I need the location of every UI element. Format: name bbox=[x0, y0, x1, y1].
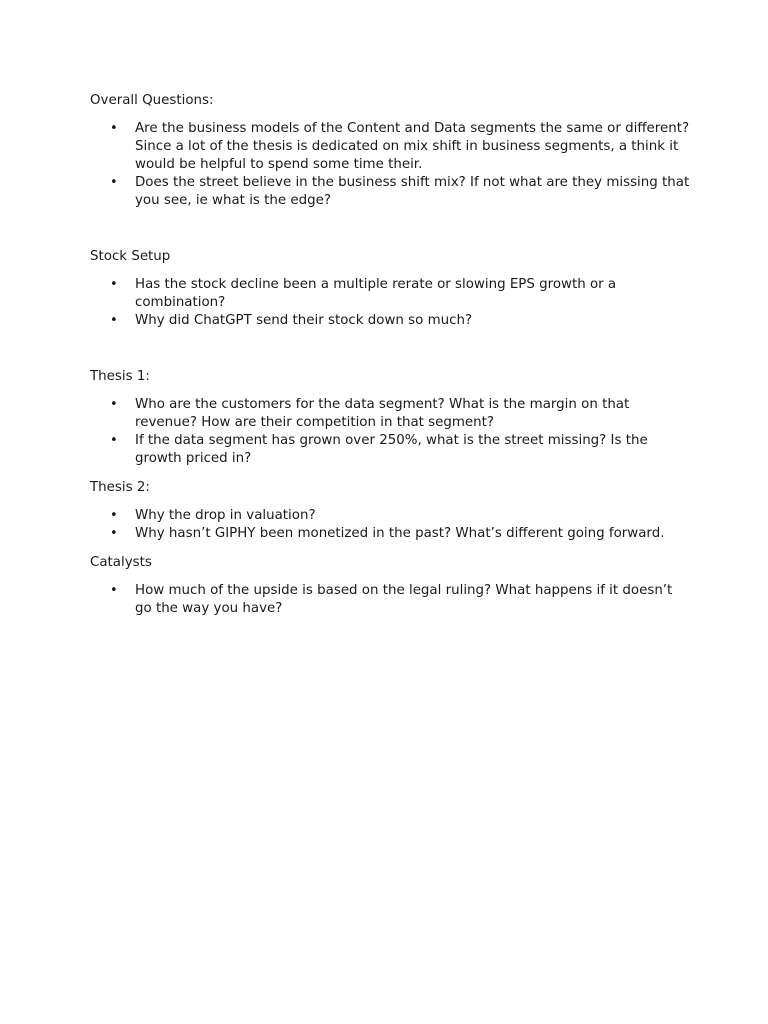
list-item-text: Why hasn’t GIPHY been monetized in the past? What’s different going forward. bbox=[135, 526, 665, 541]
bullet-icon: • bbox=[110, 526, 118, 541]
list-item bbox=[90, 120, 690, 174]
list-item-text: If the data segment has grown over 250%, what is the street missing? Is the growth priced in? bbox=[135, 433, 648, 466]
bullet-icon: • bbox=[110, 583, 118, 598]
thesis-2-list bbox=[90, 507, 690, 543]
bullet-icon: • bbox=[110, 175, 118, 190]
spacer bbox=[90, 210, 690, 248]
section-title-thesis-1: Thesis 1: bbox=[90, 369, 150, 384]
section-title-thesis-2: Thesis 2: bbox=[90, 480, 150, 495]
section-title-stock-setup: Stock Setup bbox=[90, 249, 171, 264]
bullet-icon: • bbox=[110, 121, 118, 136]
list-item bbox=[90, 582, 690, 618]
section-title-catalysts: Catalysts bbox=[90, 555, 152, 570]
list-item-text: Why did ChatGPT send their stock down so much? bbox=[135, 313, 473, 328]
bullet-icon: • bbox=[110, 433, 118, 448]
list-item-text: Has the stock decline been a multiple rerate or slowing EPS growth or a combination? bbox=[135, 277, 617, 310]
section-title-overall-questions: Overall Questions: bbox=[90, 93, 214, 108]
list-item bbox=[90, 507, 690, 525]
stock-setup-list bbox=[90, 276, 690, 330]
bullet-icon: • bbox=[110, 508, 118, 523]
bullet-icon: • bbox=[110, 313, 118, 328]
spacer bbox=[90, 330, 690, 368]
bullet-icon: • bbox=[110, 397, 118, 412]
list-item bbox=[90, 276, 690, 312]
thesis-1-list bbox=[90, 396, 690, 468]
bullet-icon: • bbox=[110, 277, 118, 292]
list-item bbox=[90, 432, 690, 468]
list-item bbox=[90, 396, 690, 432]
overall-questions-list bbox=[90, 120, 690, 210]
list-item bbox=[90, 174, 690, 210]
catalysts-list bbox=[90, 582, 690, 618]
list-item bbox=[90, 525, 690, 543]
list-item-text: Does the street believe in the business shift mix? If not what are they missing that you see, ie what is the edge? bbox=[135, 175, 690, 208]
spacer bbox=[90, 468, 690, 479]
list-item bbox=[90, 312, 690, 330]
list-item-text: Who are the customers for the data segment? What is the margin on that revenue? How are their competition in that segment? bbox=[135, 397, 630, 430]
spacer bbox=[90, 543, 690, 554]
list-item-text: Are the business models of the Content and Data segments the same or different? Since a lot of the thesis is dedicated on mix shift in business segments, a think it would be helpful to spend some time their. bbox=[135, 121, 690, 172]
document-page bbox=[90, 92, 690, 618]
list-item-text: How much of the upside is based on the legal ruling? What happens if it doesn’t go the way you have? bbox=[135, 583, 673, 616]
list-item-text: Why the drop in valuation? bbox=[135, 508, 316, 523]
